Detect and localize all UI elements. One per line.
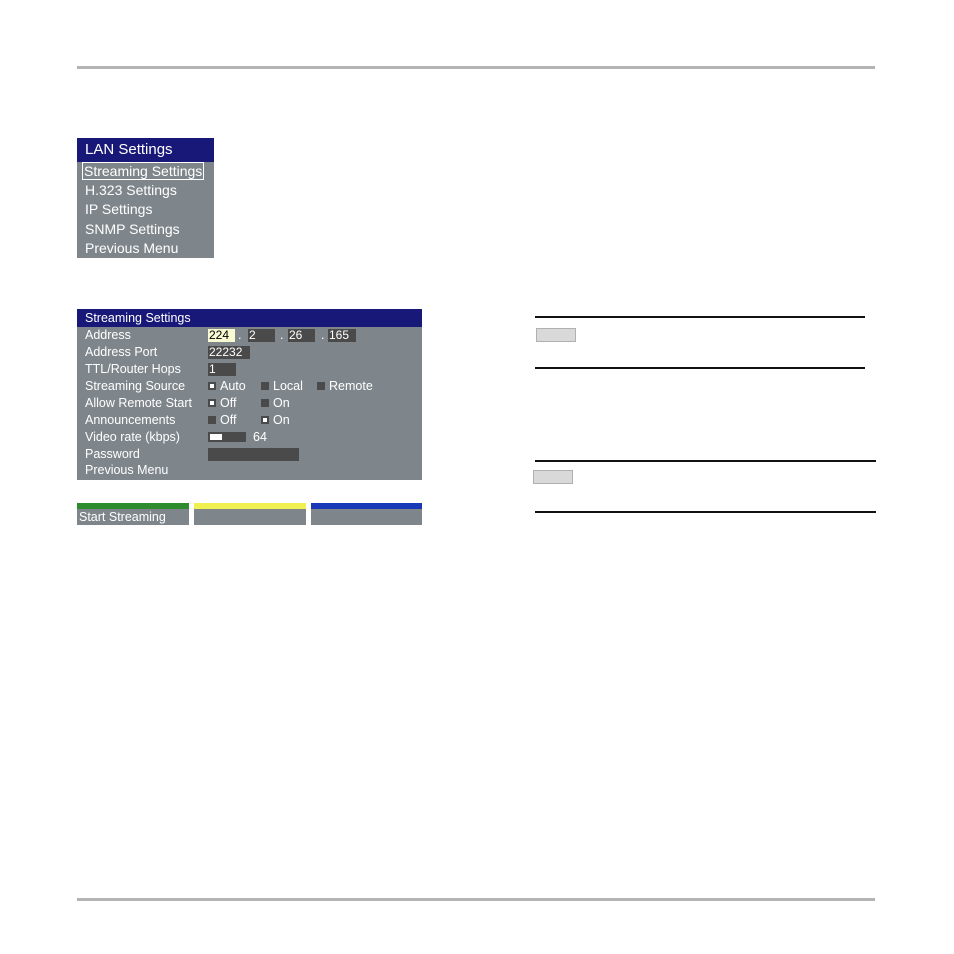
page-footer-rule — [77, 898, 875, 901]
video-rate-value: 64 — [253, 430, 267, 444]
soft-button-yellow[interactable] — [194, 503, 306, 525]
menu-item-ip-settings[interactable]: IP Settings — [85, 201, 153, 218]
announcements-on-label: On — [273, 413, 290, 427]
ttl-input[interactable]: 1 — [208, 363, 236, 376]
soft-button-green-bar — [77, 503, 189, 509]
address-port-input[interactable]: 22232 — [208, 346, 250, 359]
announcements-row — [77, 412, 422, 429]
address-octet-1[interactable]: 224 — [208, 329, 235, 342]
source-remote-radio[interactable] — [317, 382, 325, 390]
menu-item-h323-settings[interactable]: H.323 Settings — [85, 182, 177, 199]
address-dot-1: . — [238, 328, 242, 342]
lan-settings-title: LAN Settings — [77, 138, 214, 162]
streaming-source-label: Streaming Source — [85, 379, 186, 393]
source-local-label: Local — [273, 379, 303, 393]
remote-start-on-radio[interactable] — [261, 399, 269, 407]
annotation-line-2 — [535, 367, 865, 369]
password-label: Password — [85, 447, 140, 461]
address-port-row — [77, 344, 422, 361]
announcements-off-radio[interactable] — [208, 416, 216, 424]
source-auto-label: Auto — [220, 379, 246, 393]
address-label: Address — [85, 328, 131, 342]
menu-item-previous-menu[interactable]: Previous Menu — [85, 239, 179, 256]
lan-settings-menu — [77, 138, 214, 258]
annotation-line-1 — [535, 316, 865, 318]
soft-button-yellow-bar — [194, 503, 306, 509]
source-auto-radio[interactable] — [208, 382, 216, 390]
video-rate-slider[interactable] — [208, 432, 246, 442]
remote-start-off-radio[interactable] — [208, 399, 216, 407]
remote-start-on-label: On — [273, 396, 290, 410]
page-header-rule — [77, 66, 875, 69]
password-input[interactable] — [208, 448, 299, 461]
address-octet-4[interactable]: 165 — [328, 329, 356, 342]
source-remote-label: Remote — [329, 379, 373, 393]
remote-start-row — [77, 395, 422, 412]
soft-button-blue-bar — [311, 503, 422, 509]
menu-item-snmp-settings[interactable]: SNMP Settings — [85, 220, 180, 237]
video-rate-row — [77, 429, 422, 446]
announcements-off-label: Off — [220, 413, 237, 427]
annotation-key-box-2 — [533, 470, 573, 484]
remote-start-off-label: Off — [220, 396, 237, 410]
password-row — [77, 446, 422, 463]
announcements-on-radio[interactable] — [261, 416, 269, 424]
streaming-source-row — [77, 378, 422, 395]
soft-button-start-streaming[interactable] — [77, 503, 189, 525]
address-octet-2[interactable]: 2 — [248, 329, 275, 342]
video-rate-label: Video rate (kbps) — [85, 430, 180, 444]
annotation-line-4 — [535, 511, 876, 513]
video-rate-slider-fill — [210, 434, 222, 440]
address-dot-3: . — [321, 328, 325, 342]
annotation-key-box-1 — [536, 328, 576, 342]
announcements-label: Announcements — [85, 413, 176, 427]
previous-menu-row[interactable] — [77, 462, 422, 479]
previous-menu-label: Previous Menu — [85, 463, 169, 477]
annotation-line-3 — [535, 460, 876, 462]
address-dot-2: . — [280, 328, 284, 342]
menu-item-streaming-settings[interactable]: Streaming Settings — [84, 163, 203, 179]
remote-start-label: Allow Remote Start — [85, 396, 192, 410]
address-row — [77, 327, 422, 344]
ttl-row — [77, 361, 422, 378]
streaming-settings-panel — [77, 309, 422, 480]
soft-button-start-streaming-label: Start Streaming — [79, 510, 166, 524]
soft-button-blue[interactable] — [311, 503, 422, 525]
address-octet-3[interactable]: 26 — [288, 329, 315, 342]
address-port-label: Address Port — [85, 345, 158, 359]
streaming-settings-title: Streaming Settings — [77, 309, 422, 327]
source-local-radio[interactable] — [261, 382, 269, 390]
ttl-label: TTL/Router Hops — [85, 362, 181, 376]
